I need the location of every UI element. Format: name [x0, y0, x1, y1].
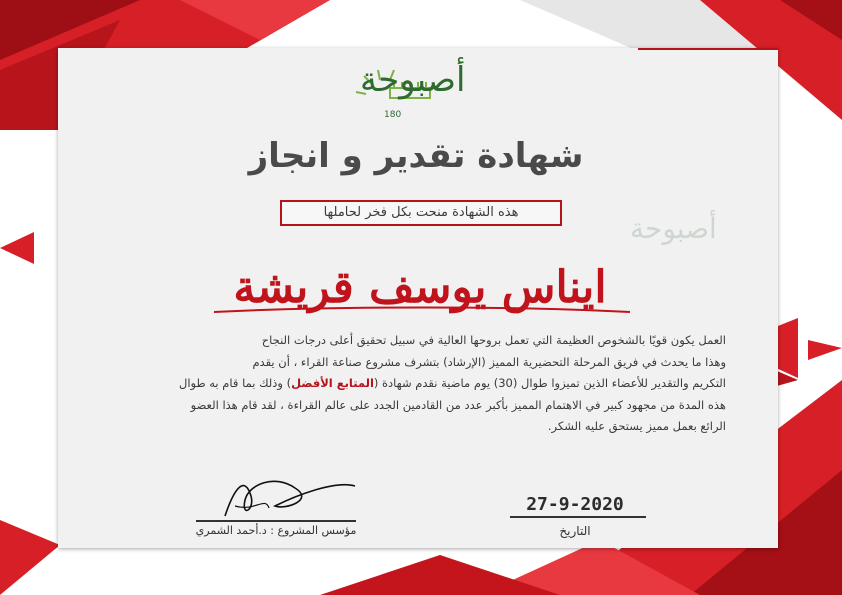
- date-label: التاريخ: [559, 524, 591, 538]
- founder-label: مؤسس المشروع : د.أحمد الشمري: [195, 524, 357, 537]
- card-accent-line: [638, 48, 778, 50]
- body-line-2: وهذا ما يحدث في فريق المرحلة التحضيرية المميز (الإرشاد) بتشرف مشروع صناعة القراء ، أن يقدم: [252, 354, 726, 369]
- signature-graphic: [205, 466, 365, 528]
- body-line-3a: التكريم والتقدير للأعضاء الذين تميزوا طوال (30) يوم ماضية نقدم شهادة (: [373, 376, 726, 390]
- certificate-body: [104, 330, 726, 438]
- recipient-name: ايناس يوسف قريشة: [233, 262, 607, 313]
- body-line-3: [104, 373, 726, 395]
- body-line-5: الرائع بعمل مميز يستحق عليه الشكر.: [547, 419, 726, 433]
- date-value: 27-9-2020: [526, 494, 624, 515]
- body-line-1: العمل يكون قويًا بالشخوص العظيمة التي تعمل بروحها العالية في سبيل تحقيق أعلى درجات النجاح: [261, 333, 726, 347]
- signature-line: [196, 520, 356, 522]
- certificate-title: شهادة تقدير و انجاز: [248, 136, 584, 176]
- subtitle-box: هذه الشهادة منحت بكل فخر لحاملها: [280, 200, 562, 226]
- body-line-3b: ) وذلك بما قام به طوال: [178, 376, 292, 390]
- body-line-4: هذه المدة من مجهود كبير في الاهتمام المميز بأكبر عدد من القادمين الجدد على عالم القراءة ، لقد قام هذا العضو: [190, 397, 726, 412]
- award-title: المتابع الأفضل: [291, 376, 374, 390]
- recipient-underline: [214, 304, 630, 316]
- logo-text: أصبوحة: [360, 60, 466, 100]
- date-line: [510, 516, 646, 518]
- watermark-logo: أصبوحة: [630, 212, 717, 245]
- logo-number: 180: [384, 110, 402, 120]
